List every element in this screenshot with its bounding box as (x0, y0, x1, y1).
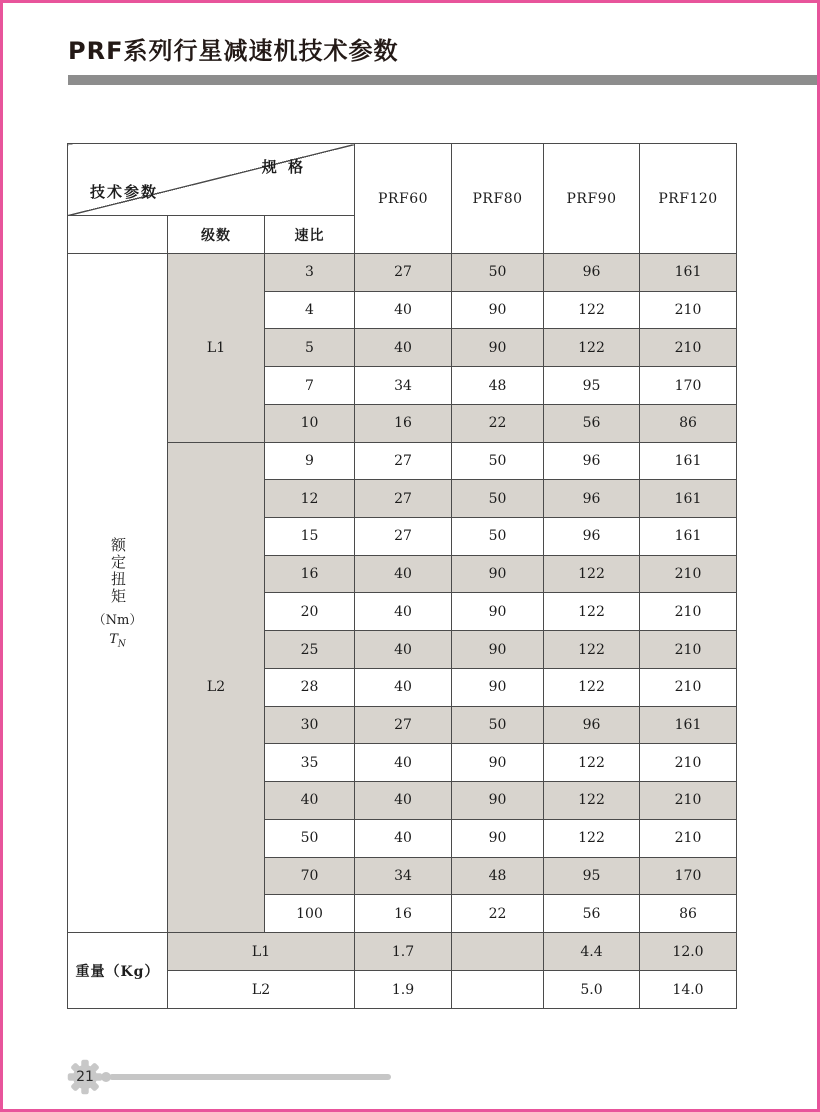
torque-label (68, 254, 168, 933)
torque-value-cell: 90 (452, 291, 544, 329)
torque-value-cell: 22 (452, 895, 544, 933)
torque-value-cell: 50 (452, 480, 544, 518)
page-title: PRF系列行星减速机技术参数 (68, 37, 399, 65)
torque-value-cell: 95 (544, 367, 640, 405)
ratio-cell: 28 (265, 668, 355, 706)
torque-value-cell: 122 (544, 819, 640, 857)
torque-value-cell: 48 (452, 367, 544, 405)
torque-value-cell: 90 (452, 744, 544, 782)
torque-value-cell: 122 (544, 593, 640, 631)
torque-value-cell: 170 (640, 367, 737, 405)
model-column-header-prf120: PRF120 (640, 144, 737, 254)
torque-value-cell: 27 (355, 518, 452, 556)
ratio-header: 速比 (265, 216, 355, 254)
torque-value-cell: 210 (640, 555, 737, 593)
torque-value-cell: 48 (452, 857, 544, 895)
torque-value-cell: 96 (544, 442, 640, 480)
torque-row (68, 442, 737, 480)
torque-value-cell: 27 (355, 480, 452, 518)
ratio-cell: 7 (265, 367, 355, 405)
torque-symbol: $T_N$ (109, 631, 126, 650)
weight-stage-cell: L1 (168, 933, 355, 971)
ratio-cell: 100 (265, 895, 355, 933)
torque-value-cell: 34 (355, 857, 452, 895)
torque-value-cell: 210 (640, 744, 737, 782)
weight-value-cell: 1.7 (355, 933, 452, 971)
model-column-header-prf80: PRF80 (452, 144, 544, 254)
weight-stage-cell: L2 (168, 971, 355, 1009)
ratio-cell: 70 (265, 857, 355, 895)
torque-value-cell: 90 (452, 782, 544, 820)
footer-line (109, 1074, 391, 1080)
weight-label: 重量（Kg） (68, 933, 168, 1009)
ratio-cell: 9 (265, 442, 355, 480)
torque-value-cell: 210 (640, 329, 737, 367)
torque-value-cell: 90 (452, 819, 544, 857)
torque-value-cell: 122 (544, 782, 640, 820)
torque-value-cell: 210 (640, 631, 737, 669)
weight-value-cell (452, 971, 544, 1009)
torque-value-cell: 122 (544, 329, 640, 367)
torque-value-cell: 161 (640, 518, 737, 556)
torque-value-cell: 86 (640, 404, 737, 442)
torque-value-cell: 210 (640, 819, 737, 857)
torque-value-cell: 86 (640, 895, 737, 933)
torque-value-cell: 122 (544, 631, 640, 669)
ratio-cell: 30 (265, 706, 355, 744)
page-number: 21 (76, 1069, 94, 1085)
spec-label: 规 格 (261, 158, 307, 176)
table-body (68, 254, 737, 1009)
torque-label-chars: 额定扭矩 (109, 536, 127, 605)
ratio-cell: 35 (265, 744, 355, 782)
torque-value-cell: 90 (452, 555, 544, 593)
torque-value-cell: 122 (544, 291, 640, 329)
ratio-cell: 12 (265, 480, 355, 518)
torque-value-cell: 40 (355, 668, 452, 706)
torque-value-cell: 56 (544, 895, 640, 933)
torque-value-cell: 122 (544, 668, 640, 706)
torque-value-cell: 96 (544, 254, 640, 292)
torque-value-cell: 95 (544, 857, 640, 895)
weight-row (68, 933, 737, 971)
weight-value-cell (452, 933, 544, 971)
stage-cell: L1 (168, 254, 265, 443)
ratio-cell: 16 (265, 555, 355, 593)
ratio-cell: 5 (265, 329, 355, 367)
torque-value-cell: 210 (640, 593, 737, 631)
torque-value-cell: 96 (544, 480, 640, 518)
torque-value-cell: 122 (544, 744, 640, 782)
torque-value-cell: 40 (355, 782, 452, 820)
ratio-cell: 40 (265, 782, 355, 820)
ratio-cell: 10 (265, 404, 355, 442)
torque-value-cell: 22 (452, 404, 544, 442)
diagonal-header-cell (68, 144, 355, 216)
torque-value-cell: 56 (544, 404, 640, 442)
torque-value-cell: 161 (640, 254, 737, 292)
empty-header-cell (68, 216, 168, 254)
torque-value-cell: 40 (355, 329, 452, 367)
weight-value-cell: 4.4 (544, 933, 640, 971)
torque-value-cell: 16 (355, 895, 452, 933)
torque-value-cell: 40 (355, 593, 452, 631)
ratio-cell: 50 (265, 819, 355, 857)
stage-cell: L2 (168, 442, 265, 932)
torque-value-cell: 40 (355, 555, 452, 593)
torque-value-cell: 161 (640, 706, 737, 744)
torque-value-cell: 122 (544, 555, 640, 593)
torque-value-cell: 27 (355, 254, 452, 292)
torque-value-cell: 210 (640, 668, 737, 706)
model-column-header-prf90: PRF90 (544, 144, 640, 254)
weight-row (68, 971, 737, 1009)
torque-value-cell: 50 (452, 254, 544, 292)
torque-value-cell: 50 (452, 442, 544, 480)
torque-value-cell: 90 (452, 631, 544, 669)
ratio-cell: 25 (265, 631, 355, 669)
weight-value-cell: 5.0 (544, 971, 640, 1009)
torque-value-cell: 40 (355, 819, 452, 857)
torque-value-cell: 210 (640, 782, 737, 820)
ratio-cell: 3 (265, 254, 355, 292)
torque-value-cell: 210 (640, 291, 737, 329)
torque-value-cell: 50 (452, 518, 544, 556)
torque-value-cell: 161 (640, 480, 737, 518)
torque-value-cell: 96 (544, 518, 640, 556)
torque-value-cell: 40 (355, 291, 452, 329)
torque-value-cell: 40 (355, 744, 452, 782)
weight-value-cell: 12.0 (640, 933, 737, 971)
torque-value-cell: 96 (544, 706, 640, 744)
weight-value-cell: 14.0 (640, 971, 737, 1009)
spec-table (67, 143, 737, 1009)
header-row-1 (68, 144, 737, 216)
title-underline-bar (68, 75, 820, 85)
torque-value-cell: 27 (355, 442, 452, 480)
torque-value-cell: 27 (355, 706, 452, 744)
torque-row (68, 254, 737, 292)
torque-value-cell: 34 (355, 367, 452, 405)
torque-value-cell: 16 (355, 404, 452, 442)
weight-value-cell: 1.9 (355, 971, 452, 1009)
torque-value-cell: 90 (452, 668, 544, 706)
torque-value-cell: 90 (452, 329, 544, 367)
ratio-cell: 15 (265, 518, 355, 556)
page-footer (3, 1048, 820, 1108)
torque-unit: （Nm） (92, 612, 143, 628)
stages-header: 级数 (168, 216, 265, 254)
torque-value-cell: 90 (452, 593, 544, 631)
model-column-header-prf60: PRF60 (355, 144, 452, 254)
torque-value-cell: 170 (640, 857, 737, 895)
ratio-cell: 4 (265, 291, 355, 329)
torque-value-cell: 161 (640, 442, 737, 480)
params-label: 技术参数 (90, 183, 159, 201)
torque-value-cell: 40 (355, 631, 452, 669)
ratio-cell: 20 (265, 593, 355, 631)
torque-value-cell: 50 (452, 706, 544, 744)
